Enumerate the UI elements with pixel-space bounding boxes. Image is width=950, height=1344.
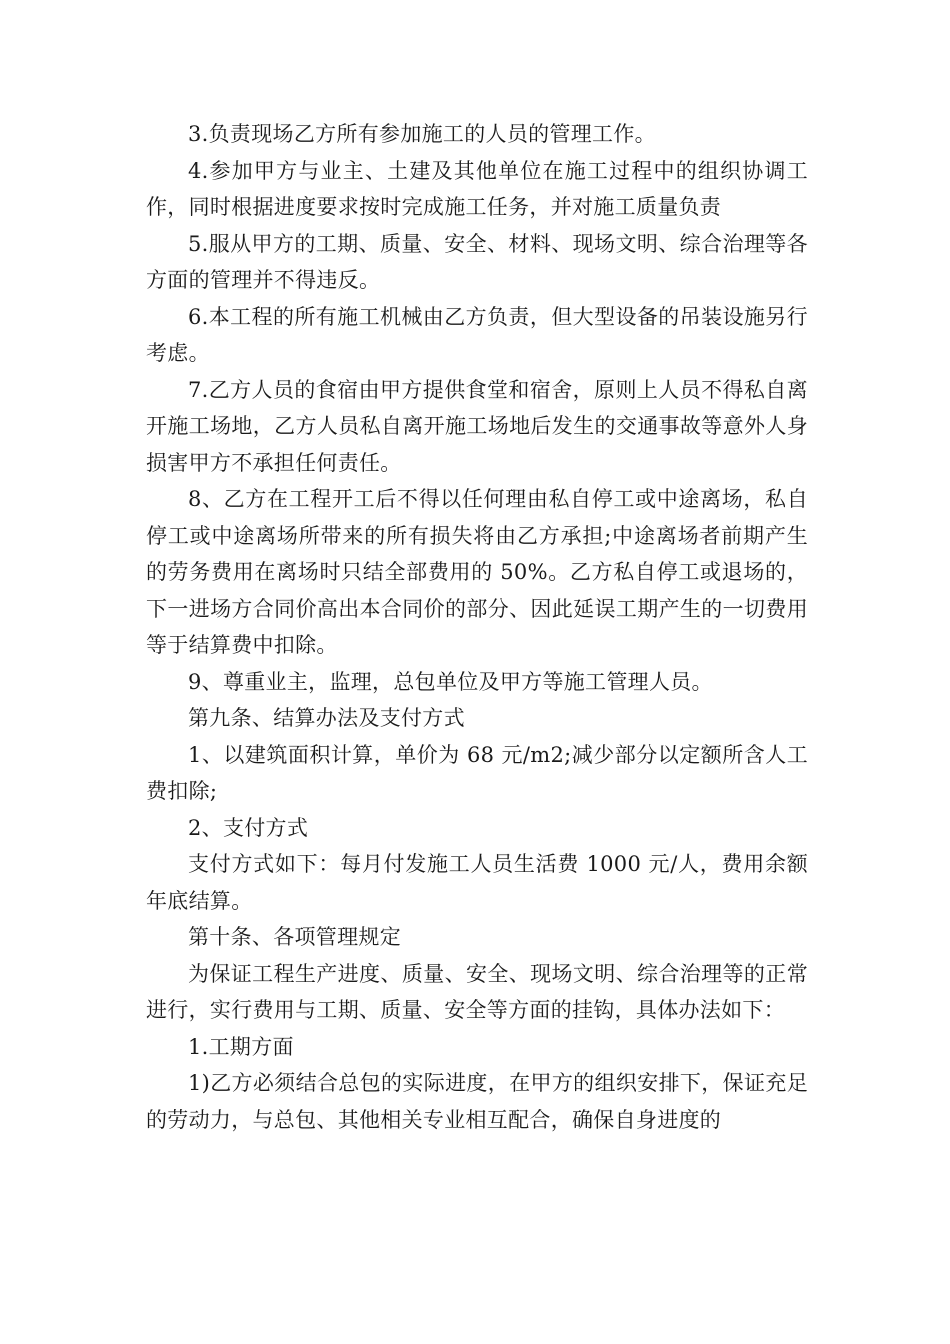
paragraph-payment-details: 支付方式如下：每月付发施工人员生活费 1000 元/人，费用余额年底结算。 — [146, 852, 808, 913]
section-heading-article-10: 第十条、各项管理规定 — [188, 925, 401, 949]
paragraph-payment-method-heading: 2、支付方式 — [188, 815, 309, 840]
paragraph-item-9-respect: 9、尊重业主，监理，总包单位及甲方等施工管理人员。 — [188, 669, 713, 694]
paragraph-item-4-coordination: 4.参加甲方与业主、土建及其他单位在施工过程中的组织协调工作，同时根据进度要求按时完成施工任务，并对施工质量负责 — [146, 158, 808, 219]
paragraph-item-6-machinery: 6.本工程的所有施工机械由乙方负责，但大型设备的吊装设施另行考虑。 — [146, 304, 808, 365]
paragraph-schedule-heading: 1.工期方面 — [188, 1034, 294, 1059]
paragraph-settlement-unit-price: 1、以建筑面积计算，单价为 68 元/m2;减少部分以定额所含人工费扣除; — [146, 742, 808, 803]
paragraph-item-3-management: 3.负责现场乙方所有参加施工的人员的管理工作。 — [188, 122, 656, 146]
paragraph-item-7-accommodation: 7.乙方人员的食宿由甲方提供食堂和宿舍，原则上人员不得私自离开施工场地，乙方人员私自离开施工场地后发生的交通事故等意外人身损害甲方不承担任何责任。 — [146, 377, 808, 475]
paragraph-item-5-compliance: 5.服从甲方的工期、质量、安全、材料、现场文明、综合治理等各方面的管理并不得违反。 — [146, 231, 808, 292]
document-body — [146, 116, 808, 1138]
paragraph-schedule-item-1: 1)乙方必须结合总包的实际进度，在甲方的组织安排下，保证充足的劳动力，与总包、其他相关专业相互配合，确保自身进度的 — [146, 1071, 808, 1132]
paragraph-item-8-work-stoppage: 8、乙方在工程开工后不得以任何理由私自停工或中途离场，私自停工或中途离场所带来的所有损失将由乙方承担;中途离场者前期产生的劳务费用在离场时只结全部费用的 50%。乙方私自停工或退场的，下一进场方合同价高出本合同价的部分、因此延误工期产生的一切费用等于结算费中扣除。 — [146, 487, 808, 657]
paragraph-management-intro: 为保证工程生产进度、质量、安全、现场文明、综合治理等的正常进行，实行费用与工期、质量、安全等方面的挂钩，具体办法如下： — [146, 961, 808, 1022]
section-heading-article-9: 第九条、结算办法及支付方式 — [188, 706, 465, 730]
